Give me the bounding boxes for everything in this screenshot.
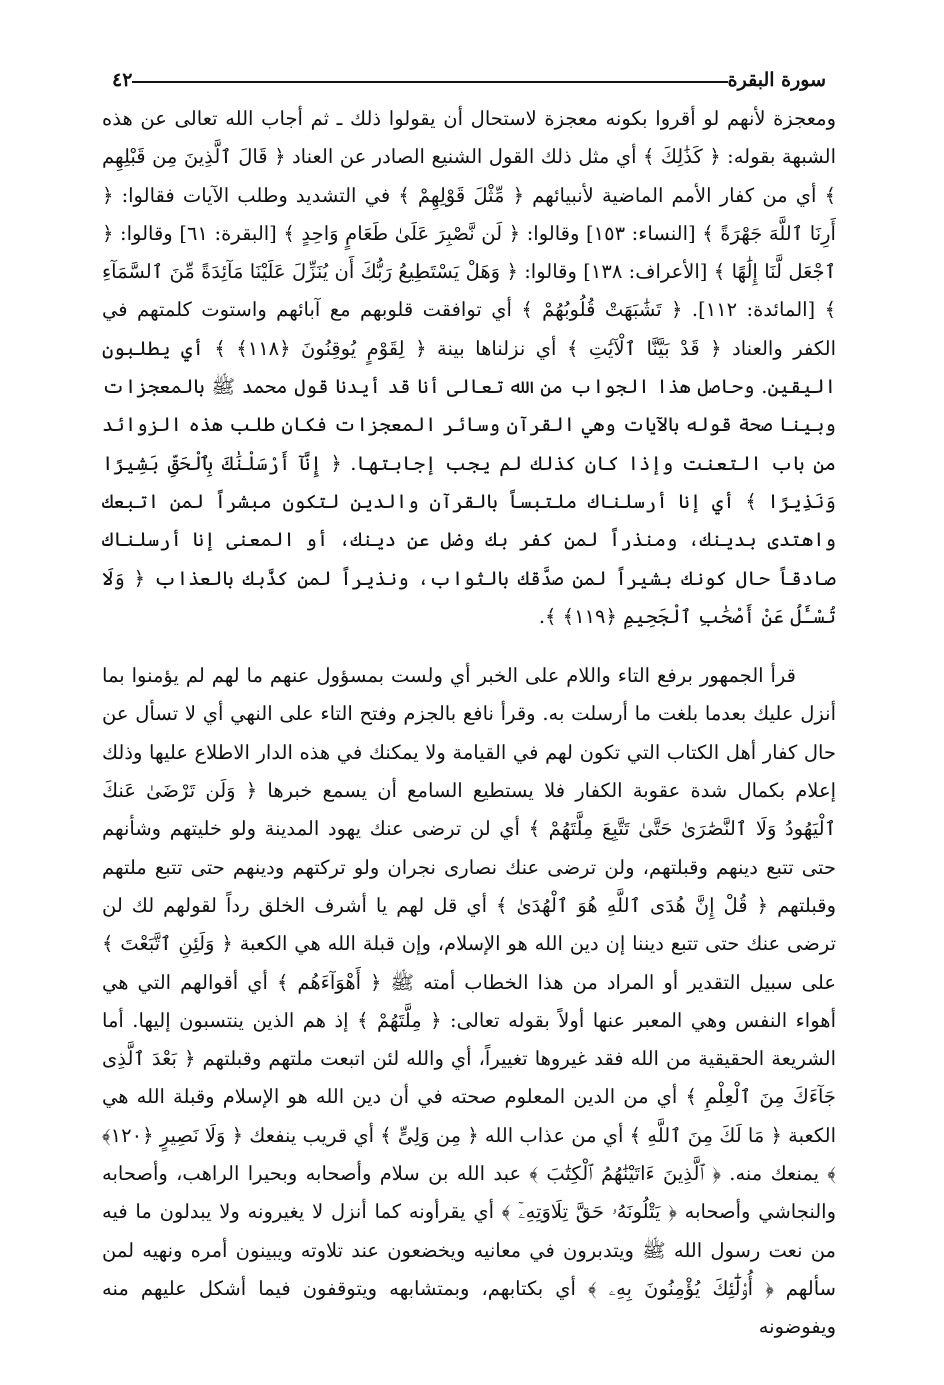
running-header — [102, 62, 836, 98]
header-divider-line — [132, 81, 727, 83]
paragraph: ومعجزة لأنهم لو أقروا بكونه معجزة لاستحال أن يقولوا ذلك ـ ثم أجاب الله تعالى عن هذه الشبهة بقوله: ﴿ كَذَٰلِكَ ﴾ أي مثل ذلك القول الشنيع الصادر عن العناد ﴿ قَالَ ٱلَّذِينَ مِن قَبْلِهِم ﴾ أي من كفار الأمم الماضية لأنبيائهم ﴿ مِّثْلَ قَوْلِهِمْ ﴾ في التشديد وطلب الآيات فقالوا: ﴿ أَرِنَا ٱللَّهَ جَهْرَةً ﴾ [النساء: ١٥٣] وقالوا: ﴿ لَن نَّصْبِرَ عَلَىٰ طَعَامٍ وَاحِدٍ ﴾ [البقرة: ٦١] وقالوا: ﴿ ٱجْعَل لَّنَا إِلَٰهًا ﴾ [الأعراف: ١٣٨] وقالوا: ﴿ وَهَلْ يَسْتَطِيعُ رَبُّكَ أَن يُنَزِّلَ عَلَيْنَا مَآئِدَةً مِّنَ ٱلسَّمَآءِ ﴾ [المائدة: ١١٢]. ﴿ تَشَٰبَهَتْ قُلُوبُهُمْ ﴾ أي توافقت قلوبهم مع آبائهم واستوت كلمتهم في الكفر والعناد ﴿ قَدْ بَيَّنَّا ٱلْآيَٰتِ ﴾ أي نزلناها بينة ﴿ لِقَوْمٍ يُوقِنُونَ ﴿١١٨﴾ ﴾ أي يطلبون اليقين. وحاصل هذا الجواب من الله تعالى أنا قد أيدنا قول محمد ﷺ بالمعجزات وبينا صحة قوله بالآيات وهي القرآن وسائر المعجزات فكان طلب هذه الزوائد من باب التعنت وإذا كان كذلك لم يجب إجابتها. ﴿ إِنَّآ أَرْسَلْنَٰكَ بِٱلْحَقِّ بَشِيرًا وَنَذِيرًا ﴾ أي إنا أرسلناك ملتبساً بالقرآن والدين لتكون مبشراً لمن اتبعك واهتدى بدينك، ومنذراً لمن كفر بك وضل عن دينك، أو المعنى إنا أرسلناك صادقاً حال كونك بشيراً لمن صدَّقك بالثواب، ونذيراً لمن كذَّبك بالعذاب ﴿ وَلَا تُسْـَٔلُ عَنْ أَصْحَٰبِ ٱلْجَحِيمِ ﴿١١٩﴾ ﴾. — [102, 107, 836, 628]
paragraph: قرأ الجمهور برفع التاء واللام على الخبر أي ولست بمسؤول عنهم ما لهم لم يؤمنوا بما أنزل عليك بعدما بلغت ما أرسلت به. وقرأ نافع بالجزم وفتح التاء على النهي أي لا تسأل عن حال كفار أهل الكتاب التي تكون لهم في القيامة ولا يمكنك في هذه الدار الاطلاع عليها وذلك إعلام بكمال شدة عقوبة الكفار فلا يستطيع السامع أن يسمع خبرها ﴿ وَلَن تَرْضَىٰ عَنكَ ٱلْيَهُودُ وَلَا ٱلنَّصَٰرَىٰ حَتَّىٰ تَتَّبِعَ مِلَّتَهُمْ ﴾ أي لن ترضى عنك يهود المدينة ولو خليتهم وشأنهم حتى تتبع دينهم وقبلتهم، ولن ترضى عنك نصارى نجران ولو تركتهم ودينهم حتى تتبع ملتهم وقبلتهم ﴿ قُلْ إِنَّ هُدَى ٱللَّهِ هُوَ ٱلْهُدَىٰ ﴾ أي قل لهم يا أشرف الخلق رداً لقولهم لك لن ترضى عنك حتى تتبع ديننا إن دين الله هو الإسلام، وإن قبلة الله هي الكعبة ﴿ وَلَئِنِ ٱتَّبَعْتَ ﴾ على سبيل التقدير أو المراد من هذا الخطاب أمته ﷺ ﴿ أَهْوَآءَهُم ﴾ أي أقوالهم التي هي أهواء النفس وهي المعبر عنها أولاً بقوله تعالى: ﴿ مِلَّتَهُمْ ﴾ إذ هم الذين ينتسبون إليها. أما الشريعة الحقيقية من الله فقد غيروها تغييراً، أي والله لئن اتبعت ملتهم وقبلتهم ﴿ بَعْدَ ٱلَّذِى جَآءَكَ مِنَ ٱلْعِلْمِ ﴾ أي من الدين المعلوم صحته في أن دين الله هو الإسلام وقبلة الله هي الكعبة ﴿ مَا لَكَ مِنَ ٱللَّهِ ﴾ أي من عذاب الله ﴿ مِن وَلِىٍّ ﴾ أي قريب ينفعك ﴿ وَلَا نَصِيرٍ ﴿١٢٠﴾ ﴾ يمنعك منه. ﴿ ٱلَّذِينَ ءَاتَيْنَٰهُمُ ٱلْكِتَٰبَ ﴾ عبد الله بن سلام وأصحابه وبحيرا الراهب، وأصحابه والنجاشي وأصحابه ﴿ يَتْلُونَهُۥ حَقَّ تِلَاوَتِهِۦٓ ﴾ أي يقرأونه كما أنزل لا يغيرونه ولا يبدلون ما فيه من نعت رسول الله ﷺ ويتدبرون في معانيه ويخضعون عند تلاوته ويبينون أمره ونهيه لمن سألهم ﴿ أُو۟لَٰٓئِكَ يُؤْمِنُونَ بِهِۦ ﴾ أي بكتابهم، وبمتشابهه ويتوقفون فيما أشكل عليهم منه ويفوضونه — [102, 664, 836, 1339]
page-number: ٤٢ — [112, 69, 133, 91]
surah-name: سورة البقرة — [727, 69, 826, 91]
commentary-body — [102, 100, 836, 1347]
